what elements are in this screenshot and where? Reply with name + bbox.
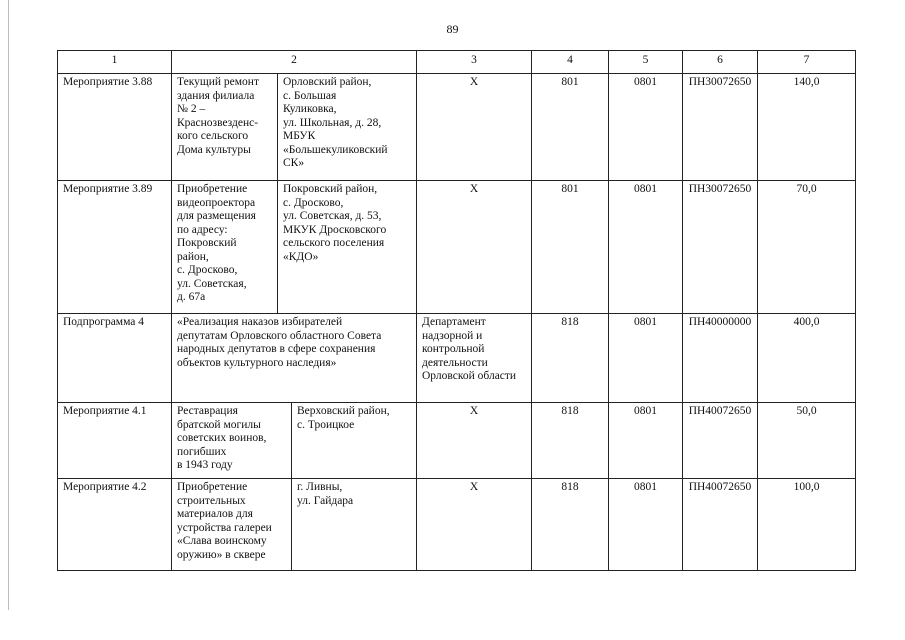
table-row <box>58 314 856 403</box>
header-cell: 5 <box>609 51 683 74</box>
description-cell <box>172 181 417 314</box>
header-row <box>58 51 856 74</box>
executor-cell: Х <box>417 181 532 314</box>
amount-cell: 100,0 <box>758 479 856 571</box>
address-text: Верховский район, с. Троицкое <box>297 405 390 431</box>
description-text: Приобретение видеопроектора для размещения по адресу: Покровский район, с. Дросково, ул. Советская, д. 67а <box>172 181 278 313</box>
table-row <box>58 74 856 181</box>
section-cell: 0801 <box>609 403 683 479</box>
target-code-cell: ПН30072650 <box>683 181 758 314</box>
page-number: 89 <box>446 22 459 36</box>
table-row <box>58 181 856 314</box>
description-cell <box>172 479 417 571</box>
header-cell: 2 <box>172 51 417 74</box>
description-text: Реставрация братской могилы советских воинов, погибших в 1943 году <box>172 403 292 478</box>
description-cell <box>172 403 417 479</box>
executor-cell: Департамент надзорной и контрольной деятельности Орловской области <box>417 314 532 403</box>
amount-cell: 140,0 <box>758 74 856 181</box>
executor-cell: Х <box>417 74 532 181</box>
activity-name: Подпрограмма 4 <box>58 314 172 403</box>
section-cell: 0801 <box>609 74 683 181</box>
activity-name: Мероприятие 3.89 <box>58 181 172 314</box>
code-cell: 818 <box>532 479 609 571</box>
section-cell: 0801 <box>609 314 683 403</box>
header-cell: 4 <box>532 51 609 74</box>
amount-cell: 400,0 <box>758 314 856 403</box>
code-cell: 801 <box>532 74 609 181</box>
header-cell: 6 <box>683 51 758 74</box>
amount-cell: 50,0 <box>758 403 856 479</box>
header-cell: 7 <box>758 51 856 74</box>
table-row <box>58 403 856 479</box>
executor-cell: Х <box>417 479 532 571</box>
target-code-cell: ПН40072650 <box>683 403 758 479</box>
amount-cell: 70,0 <box>758 181 856 314</box>
activity-name: Мероприятие 4.2 <box>58 479 172 571</box>
target-code-cell: ПН40000000 <box>683 314 758 403</box>
header-cell: 1 <box>58 51 172 74</box>
table-row <box>58 479 856 571</box>
section-cell: 0801 <box>609 181 683 314</box>
activity-name: Мероприятие 4.1 <box>58 403 172 479</box>
section-cell: 0801 <box>609 479 683 571</box>
activity-name: Мероприятие 3.88 <box>58 74 172 181</box>
code-cell: 801 <box>532 181 609 314</box>
budget-table <box>57 50 856 571</box>
description-cell <box>172 74 417 181</box>
description-text: Приобретение строительных материалов для устройства галереи «Слава воинскому оружию» в сквере <box>172 479 292 570</box>
address-text: Орловский район, с. Большая Куликовка, ул. Школьная, д. 28, МБУК «Большекуликовский СК» <box>283 76 388 169</box>
code-cell: 818 <box>532 314 609 403</box>
executor-cell: Х <box>417 403 532 479</box>
address-text: г. Ливны, ул. Гайдара <box>297 481 354 507</box>
subprogram-description: «Реализация наказов избирателей депутатам Орловского областного Совета народных депутатов в сфере сохранения объектов культурного наследия» <box>172 314 417 403</box>
target-code-cell: ПН30072650 <box>683 74 758 181</box>
target-code-cell: ПН40072650 <box>683 479 758 571</box>
header-cell: 3 <box>417 51 532 74</box>
scan-edge-line <box>8 0 9 610</box>
address-text: Покровский район, с. Дросково, ул. Советская, д. 53, МКУК Дросковского сельского поселения «КДО» <box>283 183 387 263</box>
code-cell: 818 <box>532 403 609 479</box>
description-text: Текущий ремонт здания филиала № 2 – Краснозвезденс- кого сельского Дома культуры <box>172 74 278 180</box>
